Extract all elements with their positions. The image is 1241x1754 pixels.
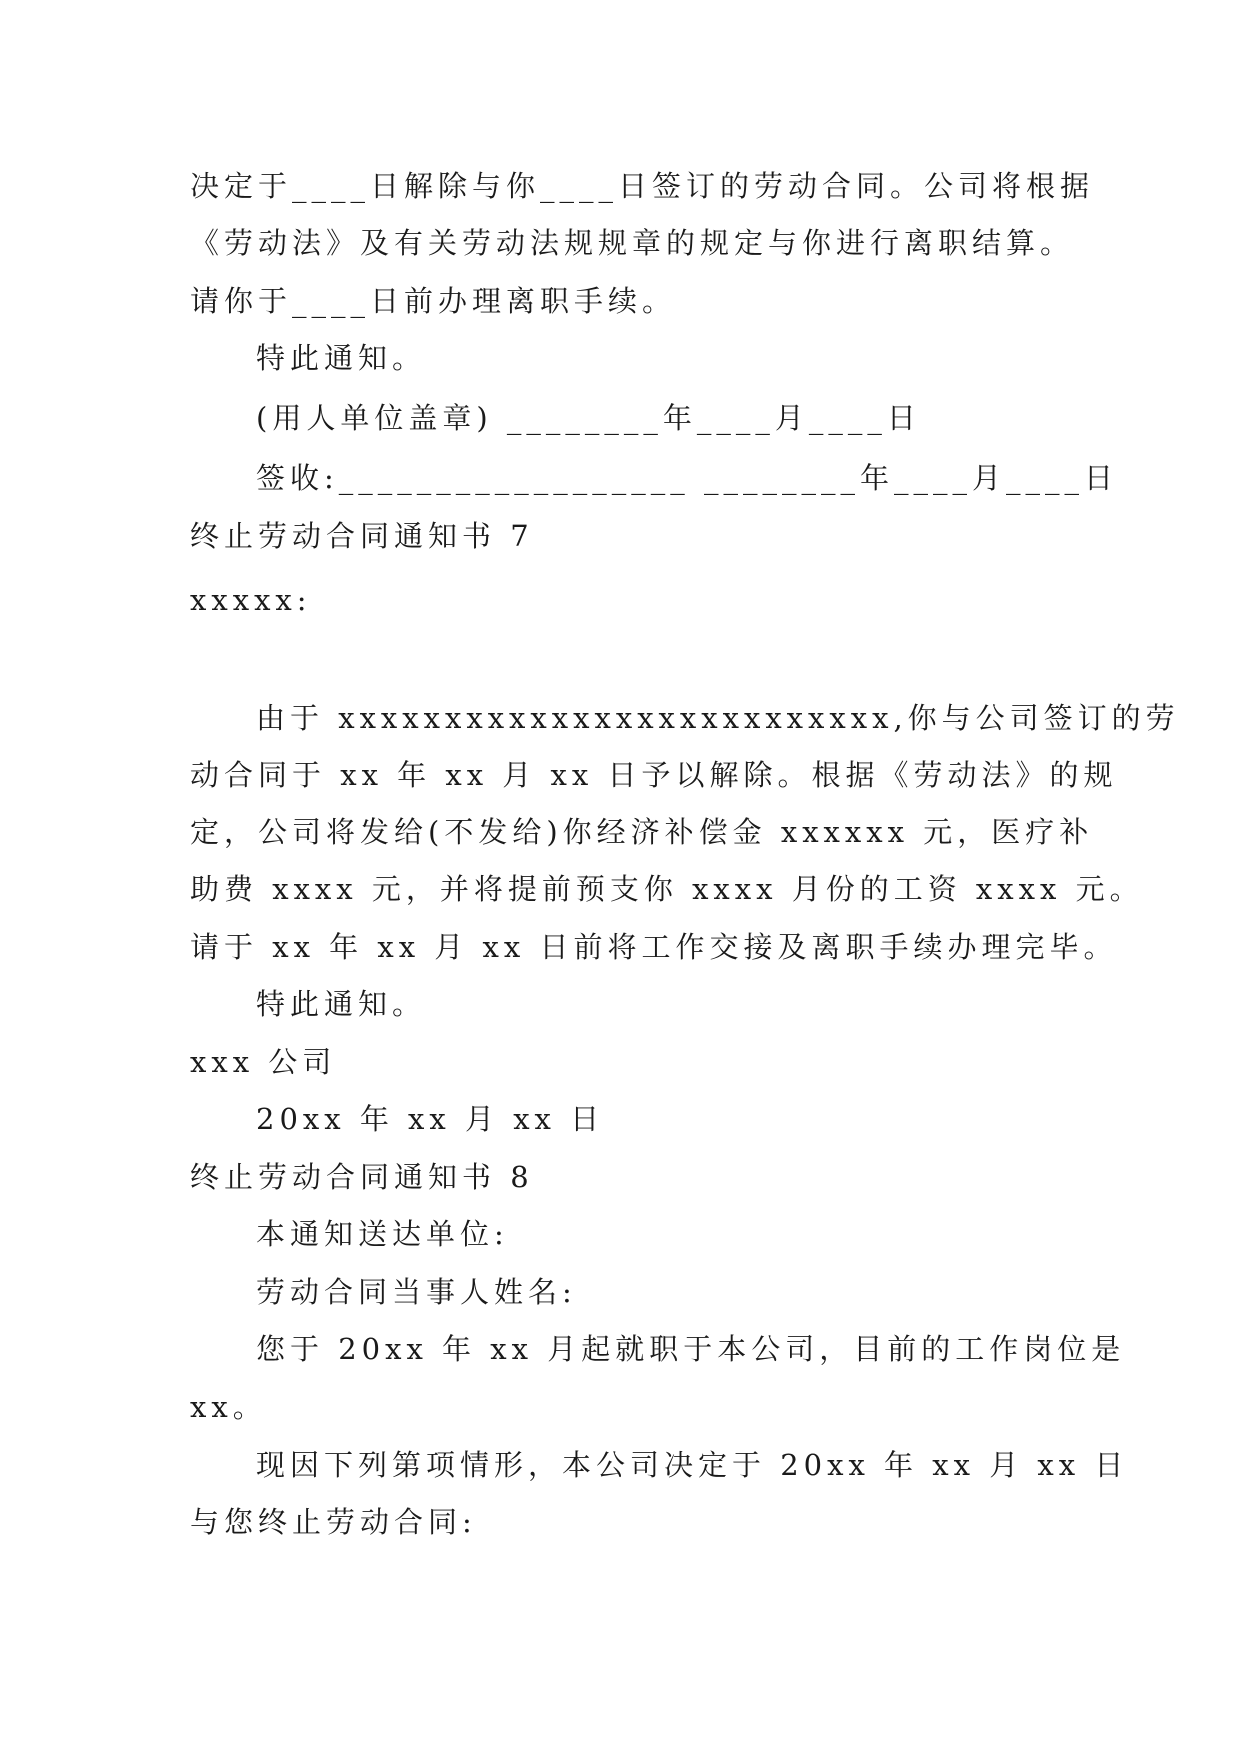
paragraph-line: 请于 xx 年 xx 月 xx 日前将工作交接及离职手续办理完毕。	[190, 930, 1118, 964]
paragraph-line: 您于 20xx 年 xx 月起就职于本公司，目前的工作岗位是	[256, 1332, 1126, 1366]
paragraph-line: 决定于____日解除与你____日签订的劳动合同。公司将根据	[190, 169, 1095, 203]
signature-line: 签收:__________________ ________年____月____日	[256, 461, 1118, 495]
closing-line: 特此通知。	[256, 341, 427, 375]
paragraph-line: 助费 xxxx 元，并将提前预支你 xxxx 月份的工资 xxxx 元。	[190, 872, 1144, 906]
paragraph-line: xx。	[190, 1390, 267, 1424]
recipient-unit-line: 本通知送达单位:	[256, 1217, 509, 1251]
party-name-line: 劳动合同当事人姓名:	[256, 1275, 577, 1309]
company-name: xxx 公司	[190, 1045, 337, 1079]
paragraph-line: 与您终止劳动合同:	[190, 1505, 477, 1539]
paragraph-line: 动合同于 xx 年 xx 月 xx 日予以解除。根据《劳动法》的规	[190, 758, 1118, 792]
paragraph-line: 由于 xxxxxxxxxxxxxxxxxxxxxxxxxx,你与公司签订的劳	[256, 701, 1180, 735]
paragraph-line: 请你于____日前办理离职手续。	[190, 284, 677, 318]
paragraph-line: 定，公司将发给(不发给)你经济补偿金 xxxxxx 元，医疗补	[190, 815, 1094, 849]
section-title-8: 终止劳动合同通知书 8	[190, 1160, 534, 1194]
closing-line: 特此通知。	[256, 987, 427, 1021]
seal-date-line: (用人单位盖章) ________年____月____日	[256, 401, 921, 435]
section-title-7: 终止劳动合同通知书 7	[190, 519, 534, 553]
addressee-line: xxxxx:	[190, 583, 312, 617]
paragraph-line: 现因下列第项情形，本公司决定于 20xx 年 xx 月 xx 日	[256, 1448, 1129, 1482]
paragraph-line: 《劳动法》及有关劳动法规规章的规定与你进行离职结算。	[190, 226, 1075, 260]
date-line: 20xx 年 xx 月 xx 日	[256, 1102, 605, 1136]
